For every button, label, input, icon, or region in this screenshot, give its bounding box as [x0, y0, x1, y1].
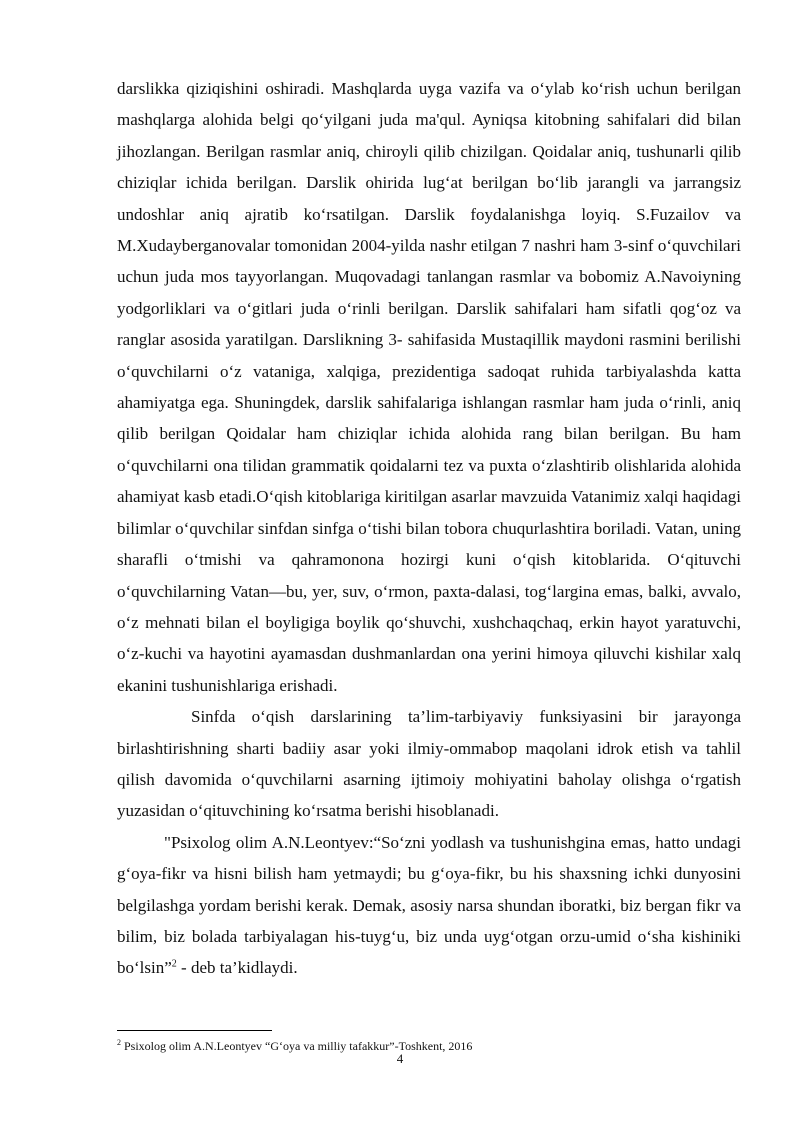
paragraph-leontyev-quote [117, 827, 741, 984]
footnote-separator [117, 1030, 272, 1031]
page-number: 4 [396, 1051, 404, 1066]
body-text [117, 73, 741, 984]
footnote-reference[interactable]: 2 [171, 958, 177, 970]
paragraph-textbook-review: darslikka qiziqishini oshiradi. Mashqlarda uyga vazifa va o‘ylab ko‘rish uchun berilgan mashqlarga alohida belgi qo‘yilgani juda ma'qul. Ayniqsa kitobning sahifalari did bilan jihozlangan. Berilgan rasmlar aniq, chiroyli qilib chizilgan. Qoidalar aniq, tushunarli qilib chiziqlar ichida berilgan. Darslik ohirida lug‘at berilgan bo‘lib jarangli va jarrangsiz undoshlar aniq ajratib ko‘rsatilgan. Darslik foydalanishga loyiq. S.Fuzailov va M.Xudayberganovalar tomonidan 2004-yilda nashr etilgan 7 nashri ham 3-sinf o‘quvchilari uchun juda mos tayyorlangan. Muqovadagi tanlangan rasmlar va bobomiz A.Navoiyning yodgorliklari va o‘gitlari juda o‘rinli berilgan. Darslik sahifalari ham sifatli qog‘oz va ranglar asosida yaratilgan. Darslikning 3- sahifasida Mustaqillik maydoni rasmini berilishi o‘quvchilarni o‘z vataniga, xalqiga, prezidentiga sadoqat ruhida tarbiyalashda katta ahamiyatga ega. Shuningdek, darslik sahifalariga ishlangan rasmlar ham juda o‘rinli, aniq qilib berilgan Qoidalar ham chiziqlar ichida alohida rang bilan berilgan. Bu ham o‘quvchilarni ona tilidan grammatik qoidalarni tez va puxta o‘zlashtirib olishlarida alohida ahamiyat kasb etadi.O‘qish kitoblariga kiritilgan asarlar mavzuida Vatanimiz xalqi haqidagi bilimlar o‘quvchilar sinfdan sinfga o‘tishi bilan tobora chuqurlashtira boriladi. Vatan, uning sharafli o‘tmishi va qahramonona hozirgi kuni o‘qish kitoblarida. O‘qituvchi o‘quvchilarning Vatan—bu, yer, suv, o‘rmon, paxta-dalasi, tog‘largina emas, balki, avvalo, o‘z mehnati bilan el boyligiga boylik qo‘shuvchi, xushchaqchaq, erkin hayot yaratuvchi, o‘z-kuchi va hayotini ayamasdan dushmanlardan ona yerini himoya qiluvchi kishilar xalq ekanini tushunishlariga erishadi. [117, 79, 741, 695]
quote-text: "Psixolog olim A.N.Leontyev:“So‘zni yodlash va tushunishgina emas, hatto undagi g‘oya-fikr va hisni bilish ham yetmaydi; bu g‘oya-fikr, bu his shaxsning ichki dunyosini belgilashga yordam berishi kerak. Demak, asosiy narsa shundan iboratki, biz bergan fikr va bilim, biz bolada tarbiyalagan his-tuyg‘u, biz unda uyg‘otgan orzu-umid o‘sha kishiniki bo‘lsin” [117, 832, 741, 978]
footnote-number: 2 [117, 1038, 121, 1047]
footnote-text: Psixolog olim A.N.Leontyev “G‘oya va milliy tafakkur”-Toshkent, 2016 [121, 1039, 473, 1053]
paragraph-reading-lessons: Sinfda o‘qish darslarining ta’lim-tarbiyaviy funksiyasini bir jarayonga birlashtirishning sharti badiiy asar yoki ilmiy-ommabop maqolani idrok etish va tahlil qilish davomida o‘quvchilarni asarning ijtimoiy mohiyatini baholay olishga o‘rgatish yuzasidan o‘qituvchining ko‘rsatma berishi hisoblanadi. [117, 707, 741, 821]
quote-tail: - deb ta’kidlaydi. [176, 958, 298, 978]
